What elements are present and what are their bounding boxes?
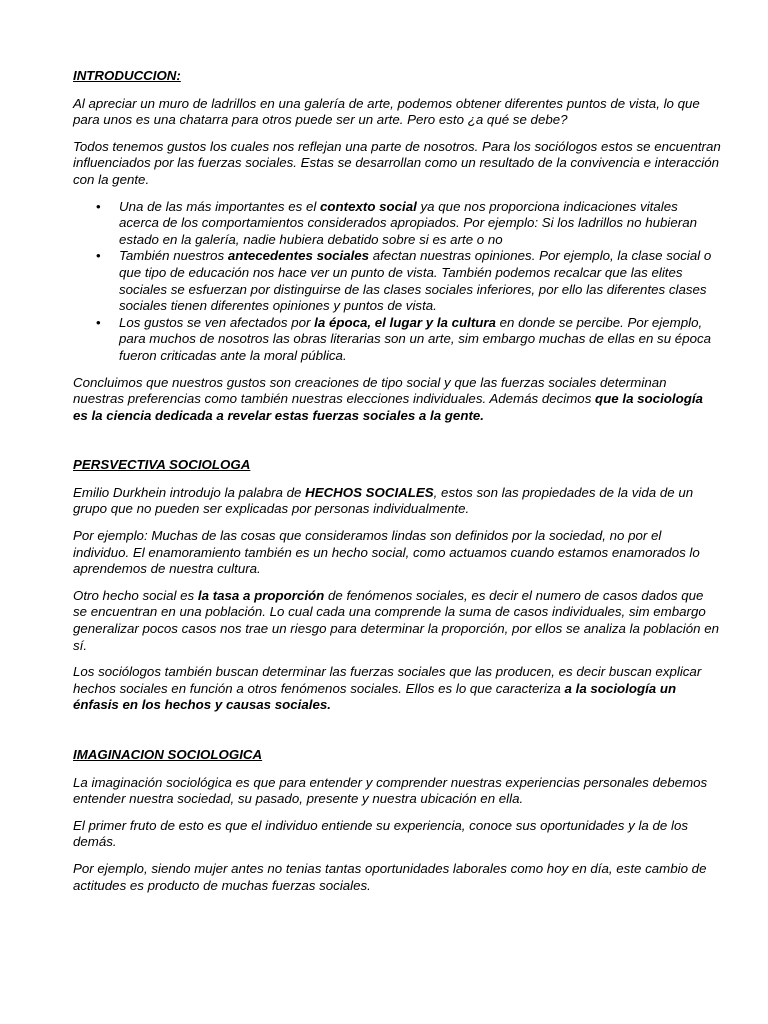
heading-perspectiva: PERSVECTIVA SOCIOLOGA xyxy=(73,457,251,473)
intro-paragraph-1: Al apreciar un muro de ladrillos en una galería de arte, podemos obtener diferentes puntos de vista, lo que para unos es una chatarra para otros puede ser un arte. Pero esto ¿a qué se debe? xyxy=(73,95,700,128)
paragraph-text: Los sociólogos también buscan determinar las fuerzas sociales que las producen, es decir buscan explicar hechos sociales en función a otros fenómenos sociales. Ellos es lo que caracteriza xyxy=(73,664,702,696)
imaginacion-paragraph-2: El primer fruto de esto es que el individuo entiende su experiencia, conoce sus oportunidades y la de los demás. xyxy=(73,817,688,850)
paragraph-bold: que la sociología es la ciencia dedicada a revelar estas fuerzas sociales a la gente. xyxy=(73,391,703,423)
list-item-text: Una de las más importantes es el xyxy=(119,198,321,214)
paragraph-text: , estos son las propiedades de la vida de un grupo que no pueden ser explicadas por personas individualmente. xyxy=(73,484,694,517)
paragraph-bold: a la sociología un énfasis en los hechos y causas sociales. xyxy=(73,680,677,713)
list-item-bold: contexto social xyxy=(320,198,417,214)
bullet-icon: • xyxy=(96,198,101,214)
heading-introduccion: INTRODUCCION: xyxy=(73,68,181,83)
perspectiva-paragraph-2: Por ejemplo: Muchas de las cosas que consideramos lindas son definidos por la sociedad, no por el individuo. El enamoramiento también es un hecho social, como actuamos cuando estamos enamorados lo aprendemos de nuestra cultura. xyxy=(73,528,700,577)
list-item-bold: antecedentes sociales xyxy=(227,248,370,264)
paragraph-text: Emilio Durkhein introdujo la palabra de xyxy=(73,484,306,500)
bullet-icon: • xyxy=(96,248,101,264)
section-spacer xyxy=(73,724,721,747)
imaginacion-paragraph-1: La imaginación sociológica es que para entender y comprender nuestras experiencias personales debemos entender nuestra sociedad, su pasado, presente y nuestra ubicación en ella. xyxy=(73,774,708,807)
paragraph-text: Otro hecho social es xyxy=(73,587,198,603)
section-spacer xyxy=(73,434,721,457)
list-item-text: afectan nuestras opiniones. Por ejemplo, la clase social o que tipo de educación nos hace ver un punto de vista. También podemos recalcar que las elites sociales se esfuerzan por distinguirse de las clases sociales inferiores, por ello las diferentes clases sociales tienen diferentes opiniones y puntos de vista. xyxy=(119,248,712,314)
list-item-text: ya que nos proporciona indicaciones vitales acerca de los comportamientos considerados apropiados. Por ejemplo: Si los ladrillos no hubieran estado en la galería, nadie hubiera debatido sobre si es arte o no xyxy=(119,198,697,247)
paragraph-bold: la tasa a proporción xyxy=(197,587,325,603)
perspectiva-paragraph-3 xyxy=(73,588,721,654)
heading-imaginacion: IMAGINACION SOCIOLOGICA xyxy=(73,747,263,762)
list-item-bold: la época, el lugar y la cultura xyxy=(314,314,496,330)
document-body xyxy=(73,68,721,904)
imaginacion-paragraph-3: Por ejemplo, siendo mujer antes no tenias tantas oportunidades laborales como hoy en día, este cambio de actitudes es producto de muchas fuerzas sociales. xyxy=(73,860,707,893)
paragraph-text: Concluimos que nuestros gustos son creaciones de tipo social y que las fuerzas sociales determinan nuestras preferencias como también nuestras elecciones individuales. Además decimos xyxy=(73,374,667,407)
perspectiva-paragraph-4 xyxy=(73,664,721,714)
list-item xyxy=(96,248,721,314)
intro-paragraph-2: Todos tenemos gustos los cuales nos reflejan una parte de nosotros. Para los sociólogos estos se encuentran influenciados por las fuerzas sociales. Estas se desarrollan como un resultado de la convivencia e interacción con la gente. xyxy=(73,138,721,187)
paragraph-text: de fenómenos sociales, es decir el numero de casos dados que se encuentran en una población. Lo cual cada una comprende la suma de casos individuales, sim embargo generalizar pocos casos nos trae un riesgo para determinar la proporción, por ellos se analiza la población en sí. xyxy=(73,587,720,653)
list-item-text: Los gustos se ven afectados por xyxy=(119,314,315,330)
list-item-text: También nuestros xyxy=(119,248,228,264)
list-item-text: en donde se percibe. Por ejemplo, para muchos de nosotros las obras literarias son un arte, sim embargo muchas de ellas en su época fueron criticadas ante la moral pública. xyxy=(119,314,712,363)
paragraph-bold: HECHOS SOCIALES xyxy=(305,484,434,500)
list-item xyxy=(96,314,721,365)
perspectiva-paragraph-1 xyxy=(73,485,721,518)
intro-conclusion-paragraph xyxy=(73,375,721,425)
list-item xyxy=(96,198,721,249)
intro-bullet-list xyxy=(73,199,721,365)
bullet-icon: • xyxy=(96,314,101,330)
